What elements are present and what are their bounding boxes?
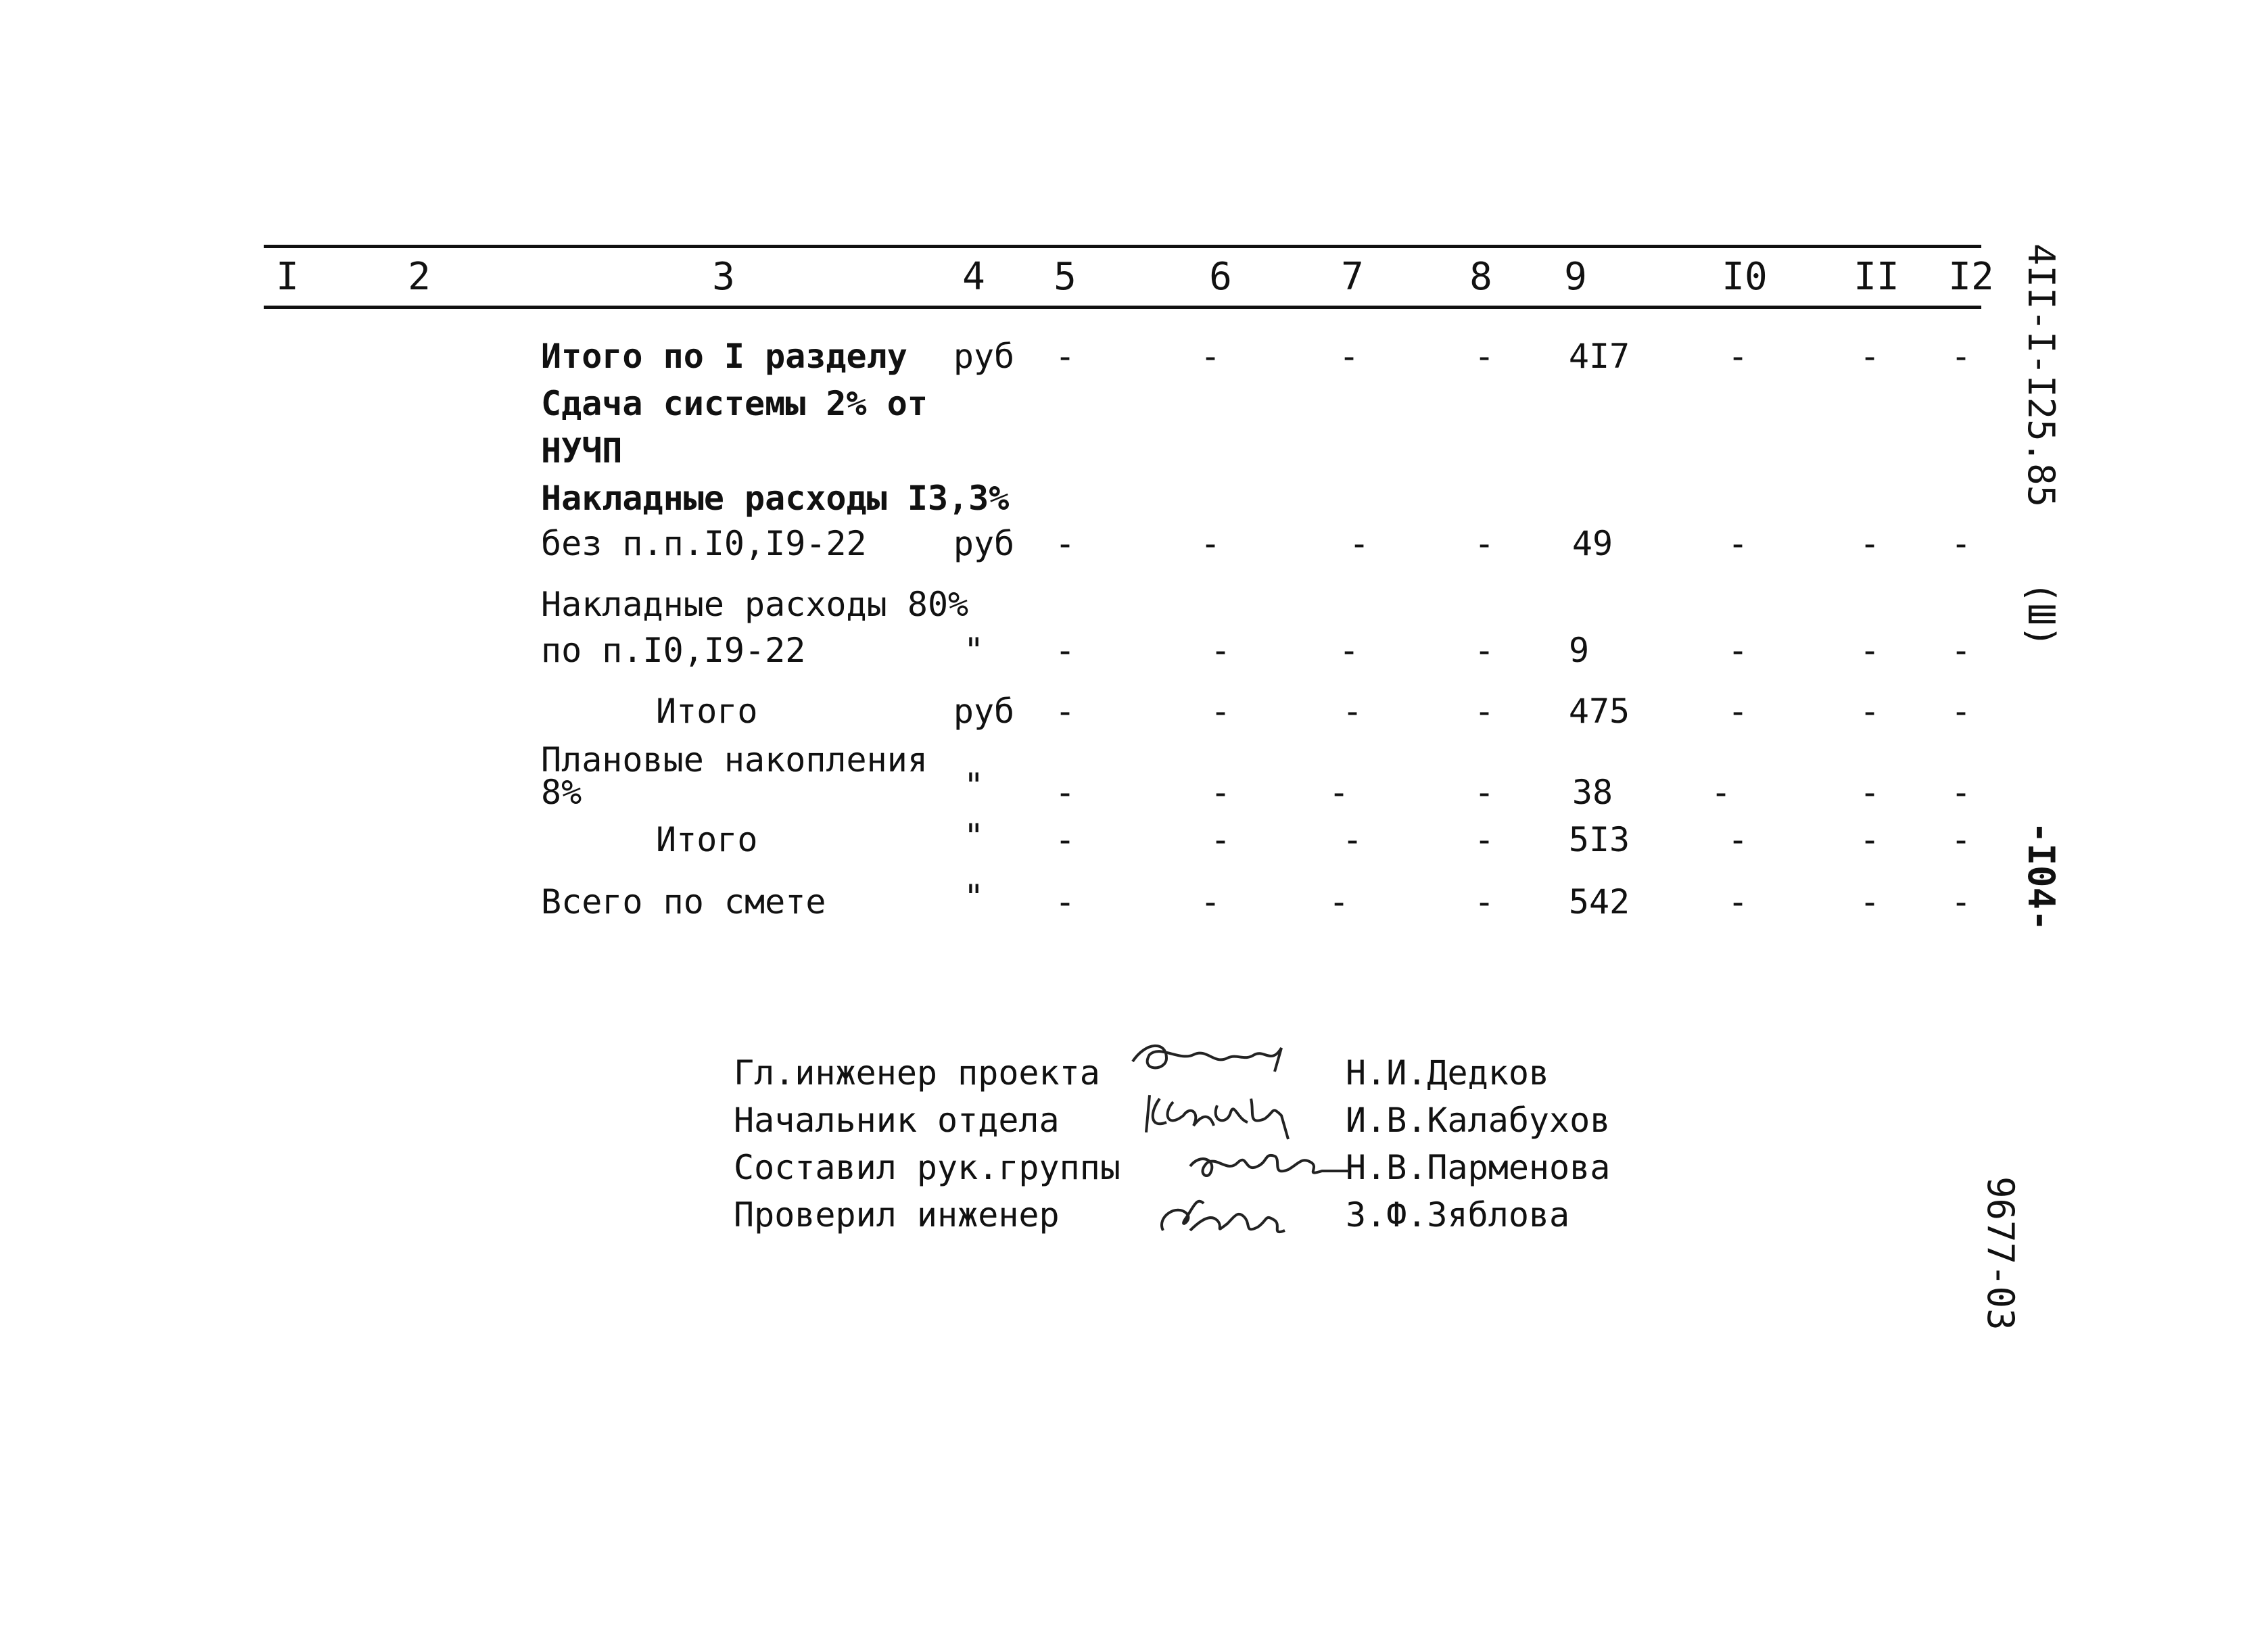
column-header: 2 — [408, 255, 431, 299]
inventory-number: 9677-03 — [1979, 1176, 2022, 1331]
column-header: 6 — [1209, 255, 1232, 299]
column-header: 3 — [712, 255, 735, 299]
cell-col12: - — [1950, 337, 1972, 376]
cell-col11: - — [1859, 524, 1881, 563]
cell-col8: - — [1473, 631, 1495, 670]
row-label: по п.I0,I9-22 — [541, 631, 806, 670]
column-header: I2 — [1948, 255, 1994, 299]
cell-col5: - — [1054, 524, 1076, 563]
cell-col12: - — [1950, 773, 1972, 812]
cell-col9: 5I3 — [1568, 820, 1630, 859]
cell-col11: - — [1859, 631, 1881, 670]
cell-col6: - — [1210, 820, 1231, 859]
cell-col12: - — [1950, 631, 1972, 670]
cell-col10: - — [1727, 524, 1749, 563]
cell-col12: - — [1950, 820, 1972, 859]
cell-col10: - — [1727, 337, 1749, 376]
cell-unit: руб — [953, 337, 1015, 376]
cell-col6: - — [1200, 524, 1221, 563]
cell-col8: - — [1473, 773, 1495, 812]
row-label: Сдача системы 2% от — [541, 384, 928, 423]
table-top-rule — [264, 245, 1981, 248]
cell-col11: - — [1859, 692, 1881, 731]
signature-name: И.В.Калабухов — [1346, 1101, 1611, 1140]
cell-unit: " — [963, 766, 985, 805]
cell-col11: - — [1859, 337, 1881, 376]
cell-col5: - — [1054, 692, 1076, 731]
row-label: Накладные расходы 80% — [541, 585, 969, 624]
handwritten-signature — [1180, 1136, 1356, 1190]
row-label: НУЧП — [541, 431, 623, 471]
cell-col6: - — [1200, 337, 1221, 376]
cell-col7: - — [1328, 773, 1350, 812]
signature-role: Гл.инженер проекта — [734, 1053, 1100, 1093]
cell-col11: - — [1859, 773, 1881, 812]
cell-col10: - — [1727, 820, 1749, 859]
column-header: 8 — [1469, 255, 1492, 299]
column-header: 4 — [962, 255, 985, 299]
cell-col5: - — [1054, 773, 1076, 812]
cell-col7: - — [1338, 631, 1360, 670]
signature-role: Начальник отдела — [734, 1101, 1060, 1140]
cell-col10: - — [1727, 692, 1749, 731]
cell-col5: - — [1054, 631, 1076, 670]
cell-col7: - — [1342, 820, 1363, 859]
cell-unit: " — [963, 817, 985, 856]
cell-col8: - — [1473, 524, 1495, 563]
cell-col6: - — [1210, 692, 1231, 731]
cell-unit: руб — [953, 692, 1015, 731]
signature-name: З.Ф.Зяблова — [1346, 1195, 1570, 1235]
document-code: 4II-I-I25.85 — [2020, 243, 2062, 508]
cell-col5: - — [1054, 882, 1076, 921]
cell-col7: - — [1338, 337, 1360, 376]
row-label: Всего по смете — [541, 882, 826, 921]
column-header: 9 — [1564, 255, 1587, 299]
cell-col12: - — [1950, 692, 1972, 731]
cell-col8: - — [1473, 337, 1495, 376]
cell-unit: " — [963, 878, 985, 917]
row-label: 8% — [541, 773, 582, 812]
row-label: Итого по I разделу — [541, 337, 907, 376]
column-header: 5 — [1054, 255, 1077, 299]
cell-col9: 38 — [1572, 773, 1613, 812]
cell-col12: - — [1950, 524, 1972, 563]
row-label: без п.п.I0,I9-22 — [541, 524, 867, 563]
column-header: II — [1853, 255, 1899, 299]
cell-col11: - — [1859, 820, 1881, 859]
cell-col8: - — [1473, 882, 1495, 921]
cell-col12: - — [1950, 882, 1972, 921]
signature-name: Н.В.Парменова — [1346, 1148, 1611, 1187]
row-label: Итого — [656, 692, 758, 731]
cell-col9: 475 — [1568, 692, 1630, 731]
signature-role: Составил рук.группы — [734, 1148, 1120, 1187]
signature-role: Проверил инженер — [734, 1195, 1060, 1235]
cell-col9: 9 — [1568, 631, 1590, 670]
cell-col9: 4I7 — [1568, 337, 1630, 376]
cell-col6: - — [1210, 773, 1231, 812]
cell-col10: - — [1727, 631, 1749, 670]
cell-col5: - — [1054, 820, 1076, 859]
cell-col7: - — [1342, 692, 1363, 731]
handwritten-signature — [1150, 1183, 1312, 1244]
row-label: Накладные расходы I3,3% — [541, 479, 1010, 518]
row-label: Итого — [656, 820, 758, 859]
cell-col6: - — [1210, 631, 1231, 670]
column-header: 7 — [1341, 255, 1364, 299]
cell-col5: - — [1054, 337, 1076, 376]
table-header-rule — [264, 306, 1981, 309]
column-header: I — [276, 255, 299, 299]
cell-unit: руб — [953, 524, 1015, 563]
cell-col10: - — [1710, 773, 1732, 812]
cell-col11: - — [1859, 882, 1881, 921]
volume-mark: (Ш) — [2020, 581, 2062, 648]
cell-col10: - — [1727, 882, 1749, 921]
cell-col6: - — [1200, 882, 1221, 921]
signature-name: Н.И.Дедков — [1346, 1053, 1550, 1093]
cell-col9: 49 — [1572, 524, 1613, 563]
cell-col7: - — [1348, 524, 1370, 563]
row-label: Плановые накопления — [541, 740, 928, 780]
column-header: I0 — [1722, 255, 1768, 299]
cell-col9: 542 — [1568, 882, 1630, 921]
cell-unit: " — [963, 631, 985, 670]
page-number: -I04- — [2020, 821, 2062, 932]
handwritten-signature — [1119, 1034, 1295, 1088]
cell-col8: - — [1473, 820, 1495, 859]
cell-col8: - — [1473, 692, 1495, 731]
cell-col7: - — [1328, 882, 1350, 921]
